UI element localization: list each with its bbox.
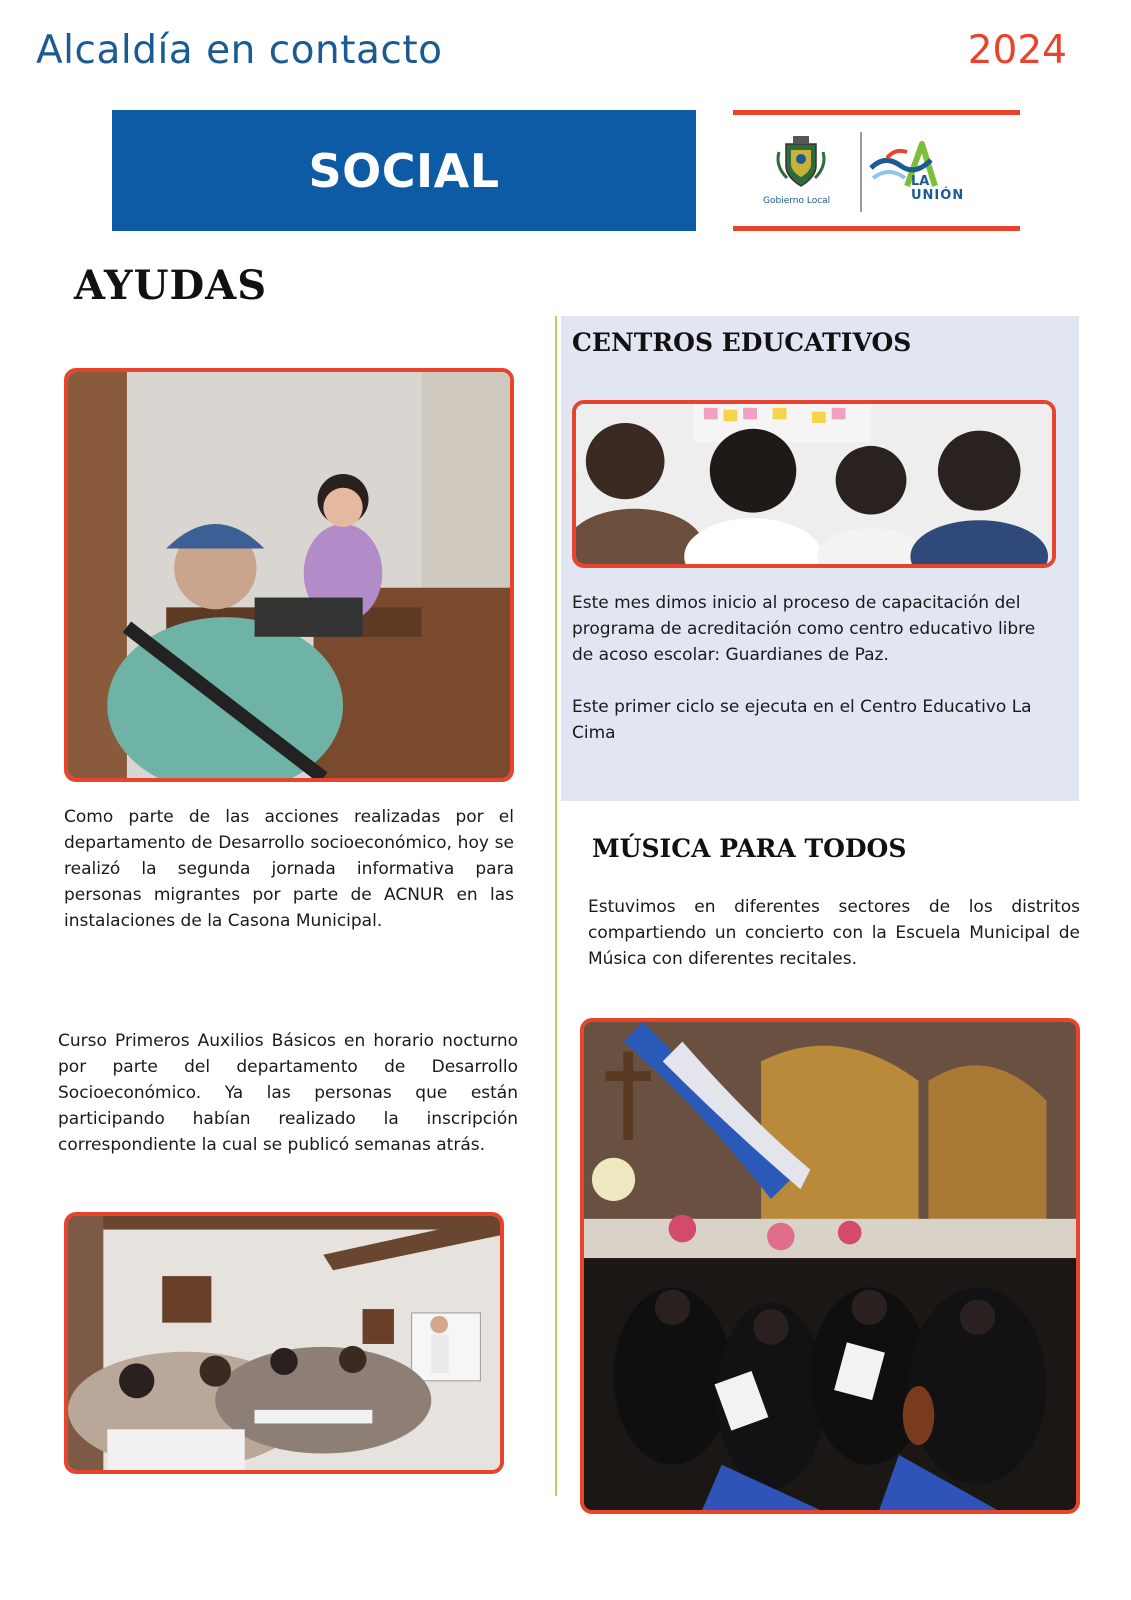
coat-of-arms-icon <box>771 132 831 192</box>
centros-heading: CENTROS EDUCATIVOS <box>572 328 912 357</box>
orchestra-photo <box>580 1018 1080 1514</box>
column-divider <box>555 316 557 1496</box>
ayudas-paragraph-2: Curso Primeros Auxilios Básicos en horario nocturno por parte del departamento de Desarrollo Socioeconómico. Ya las personas que están participando habían realizado la inscripción correspondiente la cual se publicó semanas atrás. <box>58 1031 518 1155</box>
ayudas-paragraph-1: Como parte de las acciones realizadas por el departamento de Desarrollo socioeconómico, hoy se realizó la segunda jornada informativa para personas migrantes por parte de ACNUR en las instalaciones de la Casona Municipal. <box>64 807 514 931</box>
centros-paragraph-1: Este mes dimos inicio al proceso de capacitación del programa de acreditación como centro educativo libre de acoso escolar: Guardianes de Paz. <box>572 593 1036 665</box>
logo-top-rule <box>733 110 1020 115</box>
ayudas-heading: AYUDAS <box>74 262 268 309</box>
logo-bottom-rule <box>733 226 1020 231</box>
musica-paragraph: Estuvimos en diferentes sectores de los distritos compartiendo un concierto con la Escuela Municipal de Música con diferentes recitales. <box>588 897 1080 969</box>
section-banner <box>112 110 696 231</box>
logo-divider <box>860 132 862 212</box>
students-photo <box>572 400 1056 568</box>
classroom-photo <box>64 1212 504 1474</box>
brand-la: LA <box>911 174 930 189</box>
musica-heading: MÚSICA PARA TODOS <box>592 834 907 863</box>
seal-caption: Gobierno Local <box>763 196 831 206</box>
publication-title: Alcaldía en contacto <box>36 28 443 73</box>
section-banner-label: SOCIAL <box>308 143 500 198</box>
office-meeting-photo <box>64 368 514 782</box>
centros-paragraph-2: Este primer ciclo se ejecuta en el Centro Educativo La Cima <box>572 697 1032 743</box>
brand-union: UNIÓN <box>911 188 965 203</box>
publication-year: 2024 <box>967 28 1067 73</box>
municipal-logo <box>733 110 1020 231</box>
